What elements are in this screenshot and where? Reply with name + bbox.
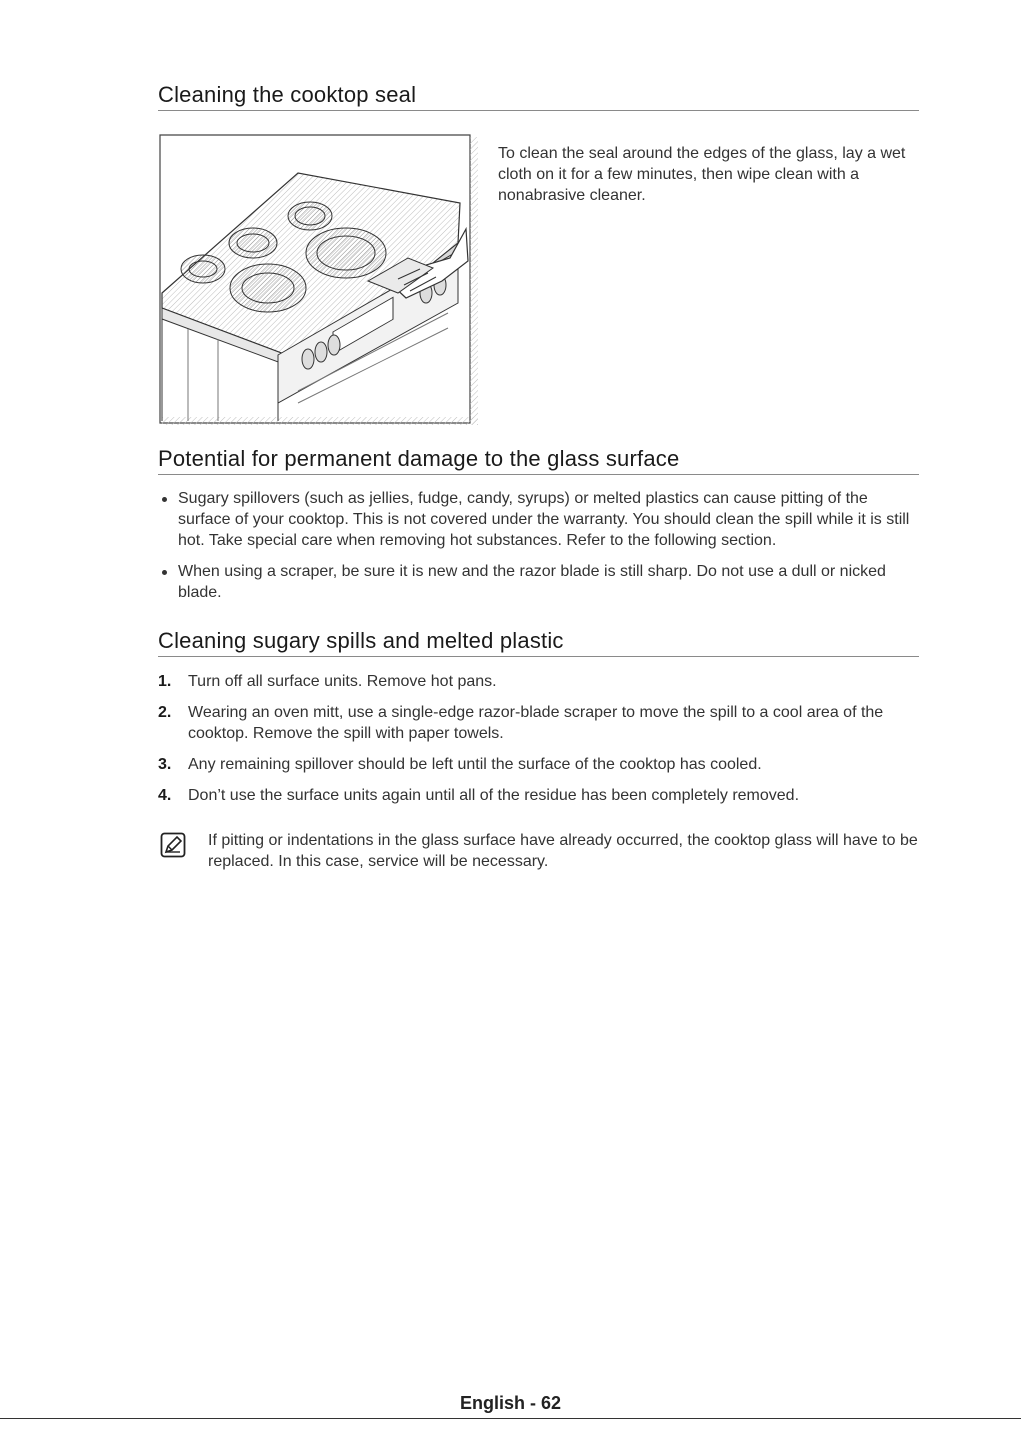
step-text: Turn off all surface units. Remove hot pans. bbox=[188, 673, 497, 690]
page-number: English - 62 bbox=[459, 1393, 562, 1413]
list-item bbox=[158, 671, 922, 692]
step-number: 4. bbox=[158, 787, 172, 804]
section-title-sugary-spills: Cleaning sugary spills and melted plastic bbox=[158, 628, 919, 657]
section-title-glass-damage: Potential for permanent damage to the glass surface bbox=[158, 446, 919, 475]
section-title-cooktop-seal: Cleaning the cooktop seal bbox=[158, 82, 919, 111]
bullet-icon bbox=[162, 570, 167, 575]
damage-bullet-list bbox=[162, 488, 922, 613]
step-text: Wearing an oven mitt, use a single-edge razor-blade scraper to move the spill to a cool area of the cooktop. Remove the spill with paper towels. bbox=[188, 704, 884, 742]
step-number: 3. bbox=[158, 756, 172, 773]
list-item: Sugary spillovers (such as jellies, fudge, candy, syrups) or melted plastics can cause pitting of the surface of your cooktop. This is not covered under the warranty. You should clean the spill while it is still hot. Take special care when removing hot substances. Refer to the following section. bbox=[162, 488, 922, 551]
step-number: 1. bbox=[158, 673, 172, 690]
seal-cleaning-instructions: To clean the seal around the edges of the glass, lay a wet cloth on it for a few minutes, then wipe clean with a nonabrasive cleaner. bbox=[498, 145, 906, 204]
cleaning-steps-list bbox=[158, 671, 922, 816]
list-item bbox=[158, 754, 922, 775]
note-text: If pitting or indentations in the glass surface have already occurred, the cooktop glass will have to be replaced. In this case, service will be necessary. bbox=[208, 832, 918, 870]
note-pencil-icon bbox=[160, 832, 186, 858]
step-number: 2. bbox=[158, 704, 172, 721]
bottom-divider bbox=[0, 1418, 1021, 1419]
list-item bbox=[158, 702, 922, 744]
list-item bbox=[158, 785, 922, 806]
step-text: Don’t use the surface units again until all of the residue has been completely removed. bbox=[188, 787, 800, 804]
bullet-icon bbox=[162, 497, 167, 502]
note-block bbox=[160, 830, 920, 872]
cooktop-cleaning-illustration bbox=[158, 133, 480, 425]
step-text: Any remaining spillover should be left until the surface of the cooktop has cooled. bbox=[188, 756, 762, 773]
list-item: When using a scraper, be sure it is new and the razor blade is still sharp. Do not use a dull or nicked blade. bbox=[162, 561, 922, 603]
